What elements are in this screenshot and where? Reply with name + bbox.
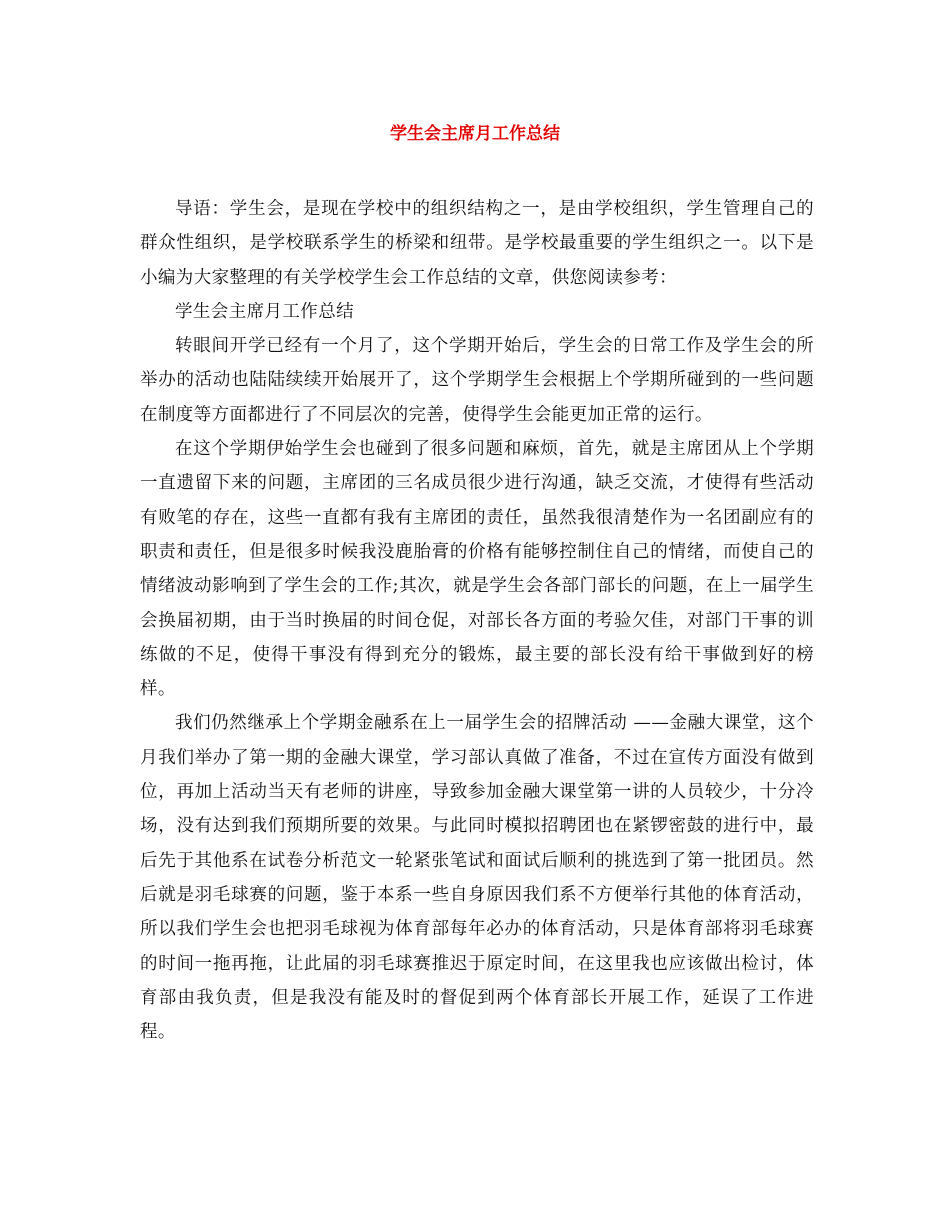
section-heading: 学生会主席月工作总结	[175, 301, 354, 322]
document-title: 学生会主席月工作总结	[390, 124, 560, 144]
intro-paragraph: 导语：学生会，是现在学校中的组织结构之一，是由学校组织，学生管理自己的群众性组织，是学校联系学生的桥梁和纽带。是学校最重要的学生组织之一。以下是小编为大家整理的有关学校学生会工作总结的文章，供您阅读参考：	[140, 199, 814, 288]
body-paragraph: 转眼间开学已经有一个月了，这个学期开始后，学生会的日常工作及学生会的所举办的活动也陆陆续续开始展开了，这个学期学生会根据上个学期所碰到的一些问题在制度等方面都进行了不同层次的完善，使得学生会能更加正常的运行。	[140, 336, 814, 425]
document-body	[140, 192, 814, 1049]
body-paragraph: 在这个学期伊始学生会也碰到了很多问题和麻烦，首先，就是主席团从上个学期一直遗留下来的问题，主席团的三名成员很少进行沟通，缺乏交流，才使得有些活动有败笔的存在，这些一直都有我有主席团的责任，虽然我很清楚作为一名团副应有的职责和责任，但是很多时候我没鹿胎膏的价格有能够控制住自己的情绪，而使自己的情绪波动影响到了学生会的工作;其次，就是学生会各部门部长的问题，在上一届学生会换届初期，由于当时换届的时间仓促，对部长各方面的考验欠佳，对部门干事的训练做的不足，使得干事没有得到充分的锻炼，最主要的部长没有给干事做到好的榜样。	[140, 439, 814, 700]
body-paragraph: 我们仍然继承上个学期金融系在上一届学生会的招牌活动 ——金融大课堂，这个月我们举办了第一期的金融大课堂，学习部认真做了准备，不过在宣传方面没有做到位，再加上活动当天有老师的讲座，导致参加金融大课堂第一讲的人员较少，十分冷场，没有达到我们预期所要的效果。与此同时模拟招聘团也在紧锣密鼓的进行中，最后先于其他系在试卷分析范文一轮紧张笔试和面试后顺利的挑选到了第一批团员。然后就是羽毛球赛的问题，鉴于本系一些自身原因我们系不方便举行其他的体育活动，所以我们学生会也把羽毛球视为体育部每年必办的体育活动，只是体育部将羽毛球赛的时间一拖再拖，让此届的羽毛球赛推迟于原定时间，在这里我也应该做出检讨，体育部由我负责，但是我没有能及时的督促到两个体育部长开展工作，延误了工作进程。	[140, 713, 814, 1043]
